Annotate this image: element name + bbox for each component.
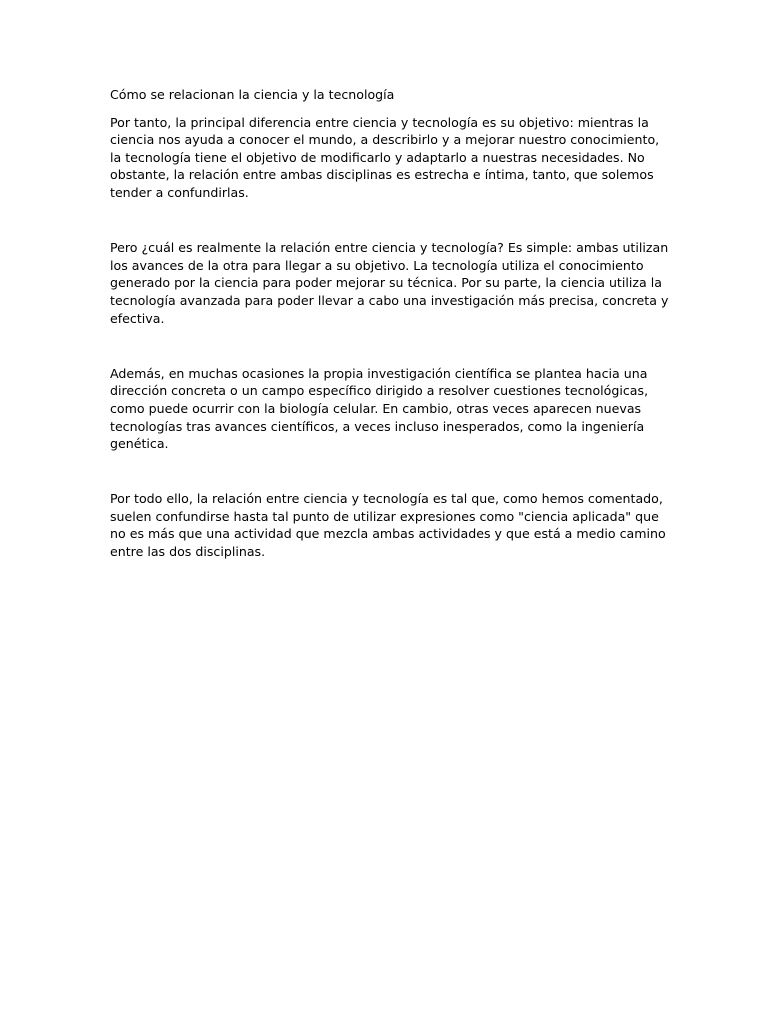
document-body (110, 86, 670, 561)
paragraph-4: Por todo ello, la relación entre ciencia y tecnología es tal que, como hemos comentado, suelen confundirse hasta tal punto de utilizar expresiones como "ciencia aplicada" que no es más que una actividad que mezcla ambas actividades y que está a medio camino entre las dos disciplinas. (110, 491, 666, 560)
paragraph-2: Pero ¿cuál es realmente la relación entre ciencia y tecnología? Es simple: ambas utilizan los avances de la otra para llegar a su objetivo. La tecnología utiliza el conocimiento generado por la ciencia para poder mejorar su técnica. Por su parte, la ciencia utiliza la tecnología avanzada para poder llevar a cabo una investigación más precisa, concreta y efectiva. (110, 240, 669, 326)
document-title: Cómo se relacionan la ciencia y la tecnología (110, 87, 395, 102)
paragraph-3: Además, en muchas ocasiones la propia investigación científica se plantea hacia una dirección concreta o un campo específico dirigido a resolver cuestiones tecnológicas, como puede ocurrir con la biología celular. En cambio, otras veces aparecen nuevas tecnologías tras avances científicos, a veces incluso inesperados, como la ingeniería genética. (110, 365, 649, 452)
paragraph-1: Por tanto, la principal diferencia entre ciencia y tecnología es su objetivo: mientras la ciencia nos ayuda a conocer el mundo, a describirlo y a mejorar nuestro conocimiento, la tecnología tiene el objetivo de modificarlo y adaptarlo a nuestras necesidades. No obstante, la relación entre ambas disciplinas es estrecha e íntima, tanto, que solemos tender a confundirlas. (110, 114, 660, 200)
